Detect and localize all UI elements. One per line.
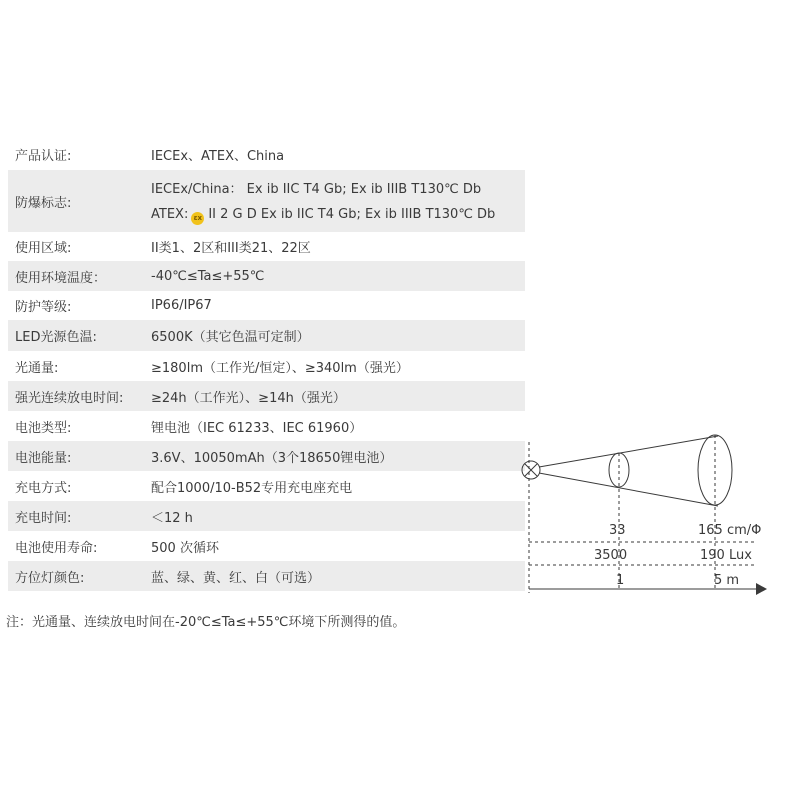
spec-label: 充电时间: [15, 510, 72, 526]
beam-cross-section-far [698, 435, 732, 505]
spec-label: 电池能量: [15, 450, 72, 466]
atex-marking [151, 207, 525, 225]
illuminance-far: 190 Lux [700, 548, 752, 563]
spec-label: 使用环境温度： [15, 270, 107, 286]
spec-row-ip-rating [8, 291, 525, 320]
diameter-near: 33 [609, 523, 626, 538]
spec-row-discharge-time [8, 381, 525, 411]
beam-lower-edge [539, 473, 718, 506]
spec-row-battery-energy [8, 441, 525, 471]
spec-table [8, 138, 525, 591]
spec-value: IECEx、ATEX、China [151, 148, 285, 164]
diameter-far: 165 cm/Φ [698, 523, 762, 538]
spec-row-battery-life [8, 531, 525, 561]
arrow-right-icon [756, 583, 767, 595]
spec-label: 方位灯颜色: [15, 570, 85, 586]
spec-value: 锂电池（IEC 61233、IEC 61960） [151, 420, 363, 436]
spec-row-color-temp [8, 320, 525, 351]
iecex-marking: IECEx/China： Ex ib IIC T4 Gb; Ex ib IIIB T130℃ Db [151, 181, 482, 197]
beam-diagram [515, 428, 777, 608]
spec-value [151, 178, 525, 225]
atex-prefix: ATEX: [151, 206, 189, 222]
spec-label: LED光源色温: [15, 330, 97, 345]
spec-value: -40℃≤Ta≤+55℃ [151, 268, 265, 284]
ex-atex-hexagon-icon: εx [191, 212, 204, 225]
spec-value: 配合1000/10-B52专用充电座充电 [151, 480, 353, 496]
spec-label: 电池类型: [15, 420, 72, 436]
spec-value: IP66/IP67 [151, 298, 212, 313]
beam-cross-section-near [609, 453, 629, 487]
spec-label: 使用区域: [15, 241, 72, 256]
spec-value: ≥24h（工作光）、≥14h（强光） [151, 390, 346, 406]
distance-far: 5 m [714, 573, 740, 588]
spec-label: 充电方式: [15, 480, 72, 496]
spec-value: 3.6V、10050mAh（3个18650锂电池） [151, 450, 393, 466]
spec-value: II类1、2区和III类21、22区 [151, 241, 311, 256]
spec-label: 强光连续放电时间: [15, 390, 124, 406]
spec-label: 产品认证: [15, 148, 72, 164]
spec-label: 电池使用寿命: [15, 540, 98, 556]
spec-value: 6500K（其它色温可定制） [151, 330, 310, 345]
spec-value: 蓝、绿、黄、红、白（可选） [151, 570, 321, 586]
spec-row-charging-time [8, 501, 525, 531]
spec-row-position-light-color [8, 561, 525, 591]
spec-value: 500 次循环 [151, 540, 219, 556]
spec-row-explosion-marking [8, 170, 525, 232]
spec-value: ＜12 h [151, 510, 193, 526]
spec-label: 防爆标志: [15, 195, 72, 211]
spec-row-certification [8, 138, 525, 170]
beam-upper-edge [539, 436, 718, 467]
spec-label: 光通量: [15, 360, 59, 376]
atex-marking-text: II 2 G D Ex ib IIC T4 Gb; Ex ib IIIB T130℃ Db [208, 206, 496, 222]
footnote: 注：光通量、连续放电时间在-20℃≤Ta≤+55℃环境下所测得的值。 [6, 615, 406, 630]
spec-row-ambient-temp [8, 261, 525, 291]
spec-row-battery-type [8, 411, 525, 441]
spec-row-zone [8, 232, 525, 261]
spec-value: ≥180lm（工作光/恒定）、≥340lm（强光） [151, 360, 409, 376]
spec-row-luminous-flux [8, 351, 525, 381]
spec-label: 防护等级: [15, 300, 72, 315]
spec-row-charging-method [8, 471, 525, 501]
illuminance-near: 3500 [594, 548, 628, 563]
distance-near: 1 [616, 573, 625, 588]
